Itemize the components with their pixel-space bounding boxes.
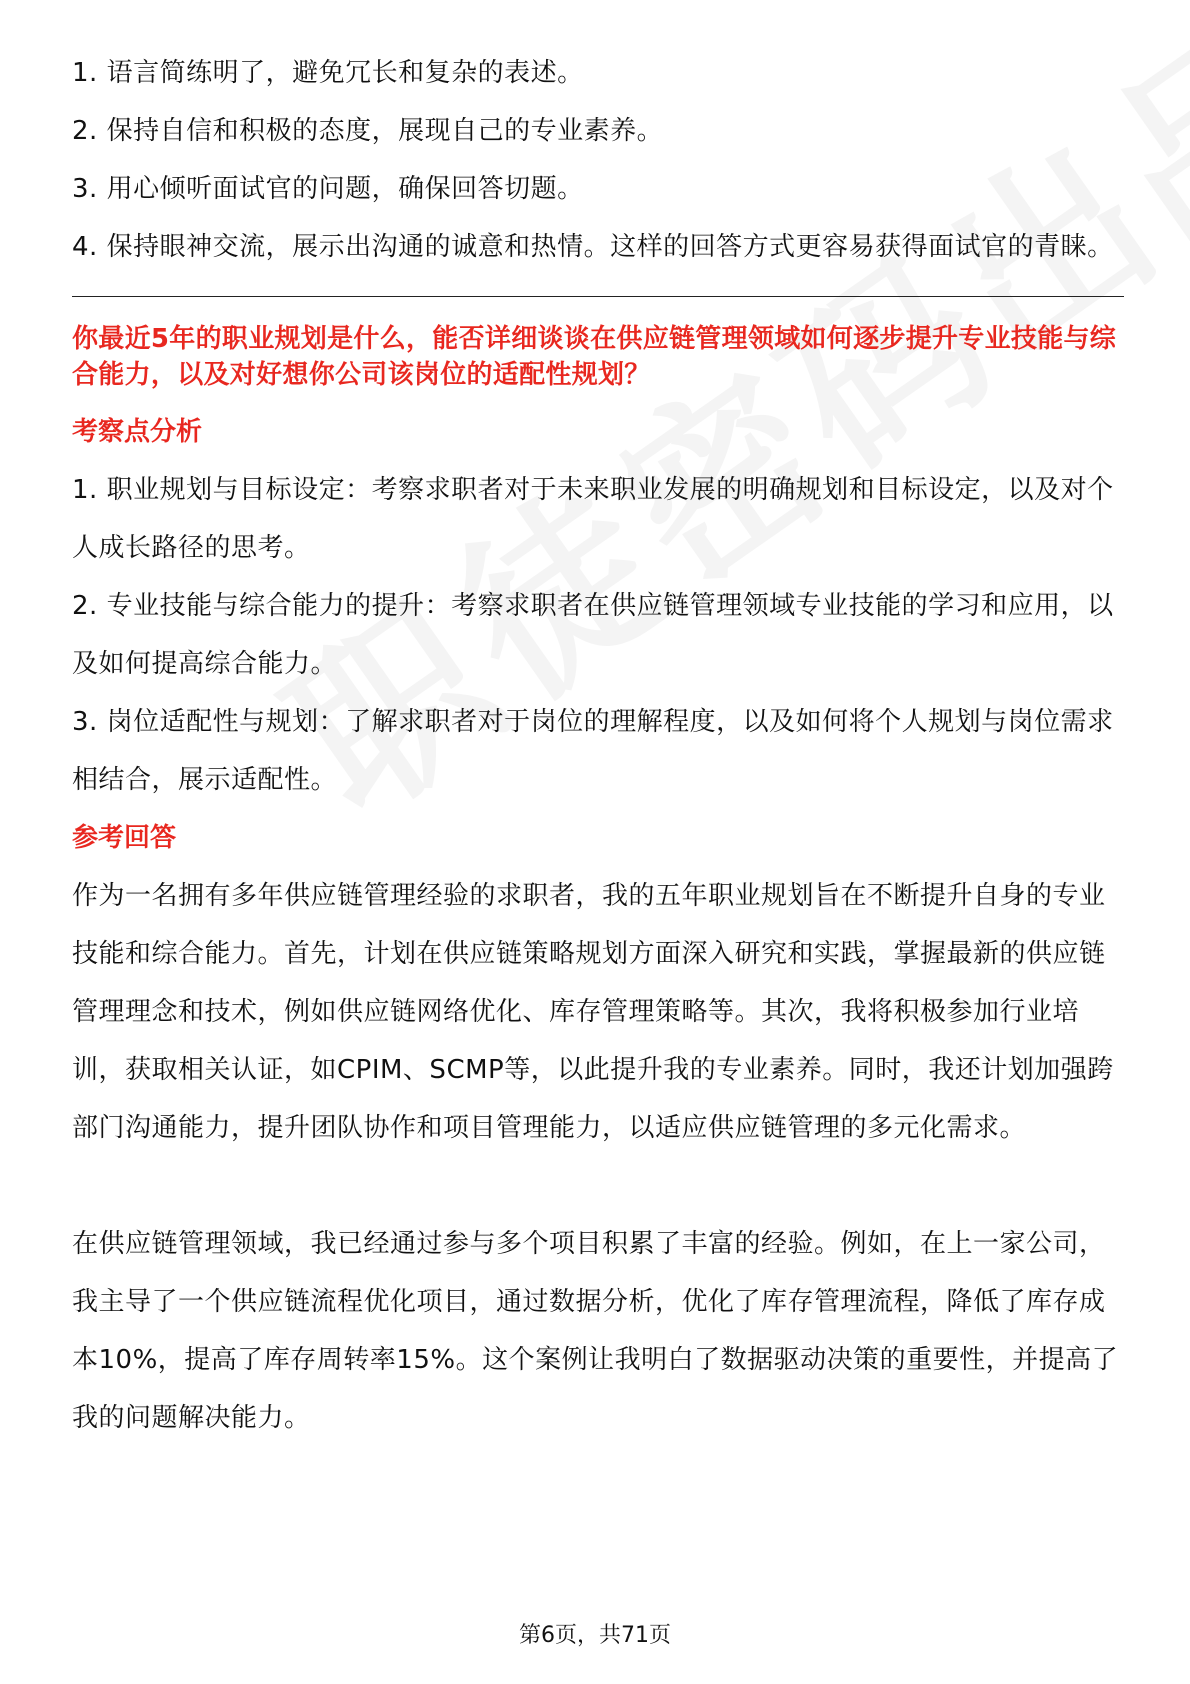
tip-item-1: 1. 语言简练明了，避免冗长和复杂的表述。 <box>72 58 584 88</box>
paragraph-gap <box>72 1157 1124 1215</box>
interview-question: 你最近5年的职业规划是什么，能否详细谈谈在供应链管理领域如何逐步提升专业技能与综合能力，以及对好想你公司该岗位的适配性规划？ <box>72 324 1117 390</box>
document-page <box>72 44 1124 1447</box>
section-divider <box>72 296 1124 297</box>
page-footer: 第6页，共71页 <box>519 1623 671 1648</box>
analysis-item-1: 1. 职业规划与目标设定：考察求职者对于未来职业发展的明确规划和目标设定，以及对个人成长路径的思考。 <box>72 475 1114 563</box>
tip-item-2: 2. 保持自信和积极的态度，展现自己的专业素养。 <box>72 116 664 146</box>
tip-item-3: 3. 用心倾听面试官的问题，确保回答切题。 <box>72 174 584 204</box>
answer-paragraph-2: 在供应链管理领域，我已经通过参与多个项目积累了丰富的经验。例如，在上一家公司，我主导了一个供应链流程优化项目，通过数据分析，优化了库存管理流程，降低了库存成本10%，提高了库存周转率15%。这个案例让我明白了数据驱动决策的重要性，并提高了我的问题解决能力。 <box>72 1229 1119 1433</box>
answer-title: 参考回答 <box>72 823 177 853</box>
analysis-item-3: 3. 岗位适配性与规划：了解求职者对于岗位的理解程度，以及如何将个人规划与岗位需求相结合，展示适配性。 <box>72 707 1114 795</box>
analysis-item-2: 2. 专业技能与综合能力的提升：考察求职者在供应链管理领域专业技能的学习和应用，以及如何提高综合能力。 <box>72 591 1114 679</box>
analysis-title: 考察点分析 <box>72 417 203 447</box>
answer-paragraph-1: 作为一名拥有多年供应链管理经验的求职者，我的五年职业规划旨在不断提升自身的专业技能和综合能力。首先，计划在供应链策略规划方面深入研究和实践，掌握最新的供应链管理理念和技术，例如供应链网络优化、库存管理策略等。其次，我将积极参加行业培训，获取相关认证，如CPIM、SCMP等，以此提升我的专业素养。同时，我还计划加强跨部门沟通能力，提升团队协作和项目管理能力，以适应供应链管理的多元化需求。 <box>72 881 1114 1143</box>
tip-item-4: 4. 保持眼神交流，展示出沟通的诚意和热情。这样的回答方式更容易获得面试官的青睐。 <box>72 232 1114 262</box>
